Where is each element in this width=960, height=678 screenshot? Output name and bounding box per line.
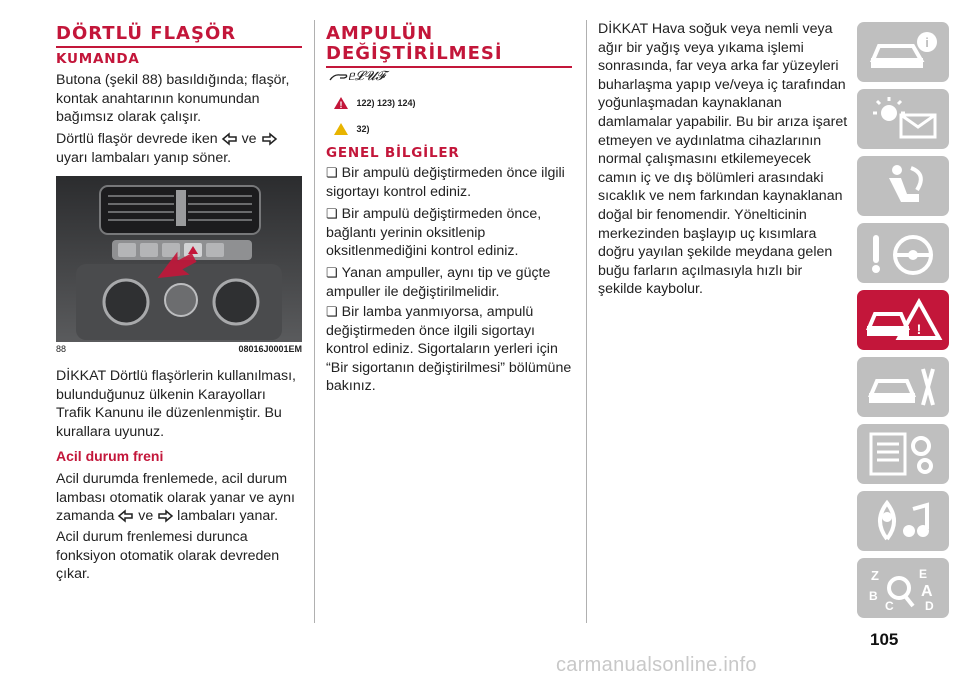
warning-lights-icon	[867, 97, 939, 141]
bullet-item: ❏ Bir ampulü değiştirmeden önce ilgili sigortayı kontrol ediniz.	[326, 164, 572, 201]
section-header	[326, 24, 572, 68]
paragraph-with-icons	[56, 507, 302, 526]
svg-text:A: A	[921, 583, 933, 600]
svg-text:i: i	[925, 35, 929, 50]
bullet-item: ❏ Yanan ampuller, aynı tip ve güçte ampuller ile değiştirilmelidir.	[326, 264, 572, 301]
figure-caption	[56, 344, 302, 354]
svg-text:Z: Z	[871, 568, 879, 583]
breakdown-car-icon	[867, 298, 939, 342]
text: ve	[241, 131, 257, 147]
text: uyarı	[56, 149, 88, 166]
tab-multimedia[interactable]	[857, 491, 949, 551]
tab-car-info[interactable]	[857, 22, 949, 82]
tab-technical-data[interactable]	[857, 424, 949, 484]
airbag-seat-icon	[867, 164, 939, 208]
steering-key-icon	[867, 231, 939, 275]
tab-warning-lights[interactable]	[857, 89, 949, 149]
technical-data-icon	[867, 432, 939, 476]
references-row	[334, 94, 416, 112]
svg-text:B: B	[869, 589, 878, 603]
section-title: AMPULÜN DEĞİŞTİRİLMESİ	[326, 23, 503, 64]
right-turn-signal-icon	[157, 510, 173, 522]
left-turn-signal-icon	[118, 510, 134, 522]
right-turn-signal-icon	[261, 133, 277, 145]
watermark[interactable]: carmanualsonline.info	[556, 654, 757, 676]
warning-paragraph: DİKKAT Hava soğuk veya nemli veya ağır bir yağış veya yıkama işlemi sonrasında, far veya arka far yüzeyleri buharlaşma yapıp ve/veya iç tarafından yoğunlaşmadan kaynaklanan damlamalar yapabilir. Bu bir arıza işaret etmeyen ve aydınlatma cihazlarının normal çalışmasını etkilemeyecek camın iç ve dış bölümleri arasındaki sıcaklık ve nem farkından kaynaklanan doğal bir fenomendir. Yönelticinin merkezinden başlayıp uç kısımlara doğru yayılan şekilde meydana gelen buğu farların açılmasıyla hızlı bir şekilde kaybolur.	[598, 21, 848, 298]
multimedia-icon	[867, 499, 939, 543]
paragraph: Acil durum frenlemesi durunca fonksiyon otomatik olarak devreden çıkar.	[56, 529, 280, 583]
svg-text:!: !	[916, 321, 922, 337]
paragraph-with-icons	[56, 130, 302, 167]
left-turn-signal-icon	[222, 133, 238, 145]
tab-emergency[interactable]	[857, 290, 949, 350]
dashboard-illustration	[56, 176, 302, 342]
svg-text:C: C	[885, 599, 894, 613]
reference-numbers: 32)	[356, 123, 370, 134]
warning-paragraph: DİKKAT Dörtlü flaşörlerin kullanılması, bulunduğunuz ülkenin Karayolları Trafik Kanunu ile düzenlenmiştir. Bu kurallara uyunuz.	[56, 368, 296, 440]
subsection-title: Acil durum freni	[56, 448, 164, 464]
environment-hand-icon	[328, 66, 386, 84]
svg-text:E: E	[919, 567, 928, 581]
text: zamanda	[56, 508, 115, 524]
paragraph: Acil durumda frenlemede, acil durum lambası otomatik olarak yanar ve aynı	[56, 471, 295, 506]
car-info-icon	[867, 30, 939, 74]
car-service-icon	[867, 365, 939, 409]
danger-warning-icon	[334, 97, 348, 109]
reference-numbers: 122) 123) 124)	[356, 97, 416, 108]
paragraph: Butona (şekil 88) basıldığında; flaşör, kontak anahtarının konumundan bağımsız olarak çalışır.	[56, 72, 290, 126]
tab-safety[interactable]	[857, 156, 949, 216]
figure-code: 08016J0001EM	[238, 344, 302, 354]
bullet-item: ❏ Bir lamba yanmıyorsa, ampulü değiştirmeden önce ilgili sigortayı kontrol ediniz. Sigortaların yerleri için “Bir sigortanın değiştirilmesi” bölümüne bakınız.	[326, 303, 572, 396]
subsection-title: GENEL BİLGİLER	[326, 145, 460, 161]
column-divider	[314, 20, 315, 623]
svg-text:D: D	[925, 599, 934, 613]
caution-warning-icon	[334, 123, 348, 135]
text: lambaları yanar.	[177, 508, 279, 524]
title-rule	[56, 46, 302, 48]
figure-number: 88	[56, 344, 67, 354]
index-icon	[867, 566, 939, 613]
text: Dörtlü flaşör devrede iken	[56, 131, 218, 147]
tab-starting-driving[interactable]	[857, 223, 949, 283]
text: ve	[138, 508, 154, 524]
svg-text:ᥱ𝓛𝓤𝓕: ᥱ𝓛𝓤𝓕	[348, 69, 386, 84]
page-number: 105	[870, 630, 899, 649]
figure-dashboard-photo	[56, 176, 302, 342]
tab-index[interactable]	[857, 558, 949, 618]
column-divider	[586, 20, 587, 623]
section-header	[56, 24, 302, 48]
bullet-item: ❏ Bir ampulü değiştirmeden önce, bağlantı yerinin oksitlenip oksitlenmediğini kontrol ediniz.	[326, 205, 572, 261]
tab-maintenance[interactable]	[857, 357, 949, 417]
section-title: DÖRTLÜ FLAŞÖR	[56, 23, 237, 44]
svg-text:!: !	[339, 99, 343, 110]
subsection-title: KUMANDA	[56, 51, 140, 67]
references-row	[334, 120, 369, 138]
text: lambaları yanıp söner.	[91, 149, 232, 166]
